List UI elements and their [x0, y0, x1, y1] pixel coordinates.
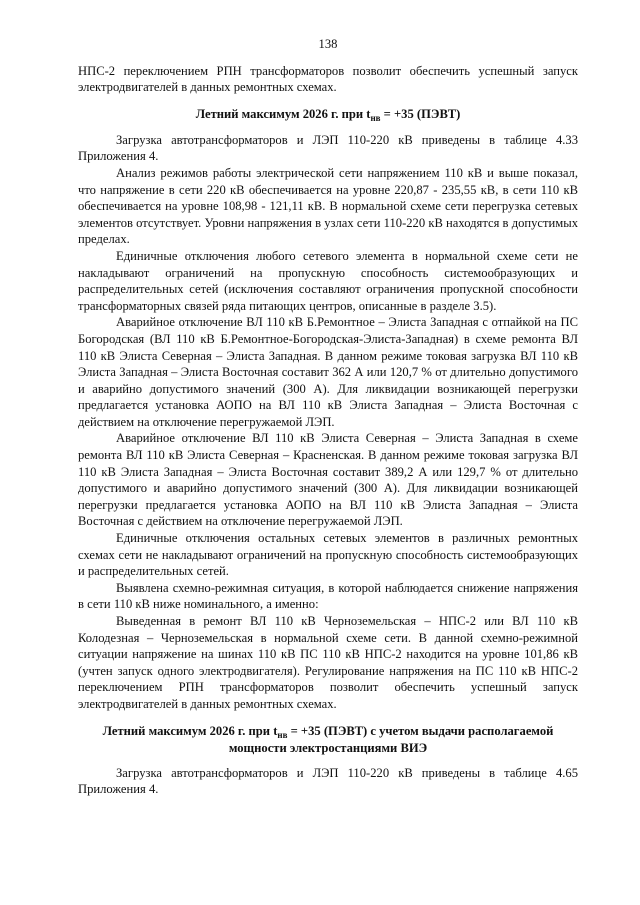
heading-subscript: нв [277, 729, 288, 740]
heading-subscript: нв [370, 112, 381, 123]
page-number: 138 [318, 37, 338, 51]
section-heading-summer-max-res [78, 723, 578, 756]
paragraph-voltage-drop: Выявлена схемно-режимная ситуация, в которой наблюдается снижение напряжения в сети 110 кВ ниже номинального, а именно: [78, 580, 578, 612]
heading-text: Летний максимум 2026 г. при t [195, 106, 371, 121]
paragraph-emergency-outage-1: Аварийное отключение ВЛ 110 кВ Б.Ремонтное – Элиста Западная с отпайкой на ПС Богородская (ВЛ 110 кВ Б.Ремонтное-Богородская-Элиста-Западная) в схеме ремонта ВЛ 110 кВ Элиста Северная – Элиста Западная. В данном режиме токовая загрузка ВЛ 110 кВ Элиста Западная – Элиста Восточная составит 362 А или 120,7 % от длительно допустимого и аварийно допустимого значений (300 А). Для ликвидации возникающей перегрузки предлагается установка АОПО на ВЛ 110 кВ Элиста Западная – Элиста Восточная с действием на отключение перегружаемой ЛЭП. [78, 315, 578, 429]
paragraph-loading-table: Загрузка автотрансформаторов и ЛЭП 110-220 кВ приведены в таблице 4.33 Приложения 4. [78, 132, 578, 164]
heading-text: Летний максимум 2026 г. при t [102, 723, 278, 738]
paragraph-loading-table-2: Загрузка автотрансформаторов и ЛЭП 110-220 кВ приведены в таблице 4.65 Приложения 4. [78, 765, 578, 797]
paragraph-other-outages: Единичные отключения остальных сетевых элементов в различных ремонтных схемах сети не накладывают ограничений на пропускную способность системообразующих и распределительных сетей. [78, 531, 578, 579]
heading-text-tail: = +35 (ПЭВТ) с учетом выдачи располагаемой мощности электростанциями ВИЭ [228, 723, 554, 755]
paragraph-single-outages: Единичные отключения любого сетевого элемента в нормальной схеме сети не накладывают ограничений на пропускную способность системообразующих и распределительных сетей (исключения составляют ограничения пропускной способности трансформаторных связей ряда питающих центров, описанные в разделе 3.5). [78, 248, 578, 313]
section-heading-summer-max [78, 106, 578, 123]
paragraph-emergency-outage-2: Аварийное отключение ВЛ 110 кВ Элиста Северная – Элиста Западная в схеме ремонта ВЛ 110 кВ Элиста Северная – Красненская. В данном режиме токовая загрузка ВЛ 110 кВ Элиста Западная – Элиста Восточная составит 389,2 А или 129,7 % от длительно допустимого и аварийно допустимого значений (300 А). Для ликвидации возникающей перегрузки предлагается установка АОПО на ВЛ 110 кВ Элиста Западная – Элиста Восточная с действием на отключение перегружаемой ЛЭП. [78, 431, 578, 529]
document-page [78, 36, 578, 798]
heading-text-tail: = +35 (ПЭВТ) [380, 106, 461, 121]
paragraph-mode-analysis: Анализ режимов работы электрической сети напряжением 110 кВ и выше показал, что напряжение в сети 220 кВ обеспечивается на уровне 220,87 - 235,55 кВ, в сети 110 кВ обеспечивается на уровне 108,98 - 121,11 кВ. В нормальной схеме сети перегрузка сетевых элементов отсутствует. Уровни напряжения в узлах сети 110-220 кВ находятся в допустимых пределах. [78, 165, 578, 247]
paragraph-repair-scheme: Выведенная в ремонт ВЛ 110 кВ Черноземельская – НПС-2 или ВЛ 110 кВ Колодезная – Черноземельская в нормальной схеме сети. В данной схемно-режимной ситуации напряжение на шинах 110 кВ ПС 110 кВ НПС-2 находится на уровне 101,86 кВ (учтен запуск одного электродвигателя). Регулирование напряжения на ПС 110 кВ НПС-2 переключением РПН трансформаторов позволит обеспечить успешный запуск электродвигателей в данных ремонтных схемах. [78, 614, 578, 711]
paragraph-continuation: НПС-2 переключением РПН трансформаторов позволит обеспечить успешный запуск электродвигателей в данных ремонтных схемах. [78, 63, 578, 95]
